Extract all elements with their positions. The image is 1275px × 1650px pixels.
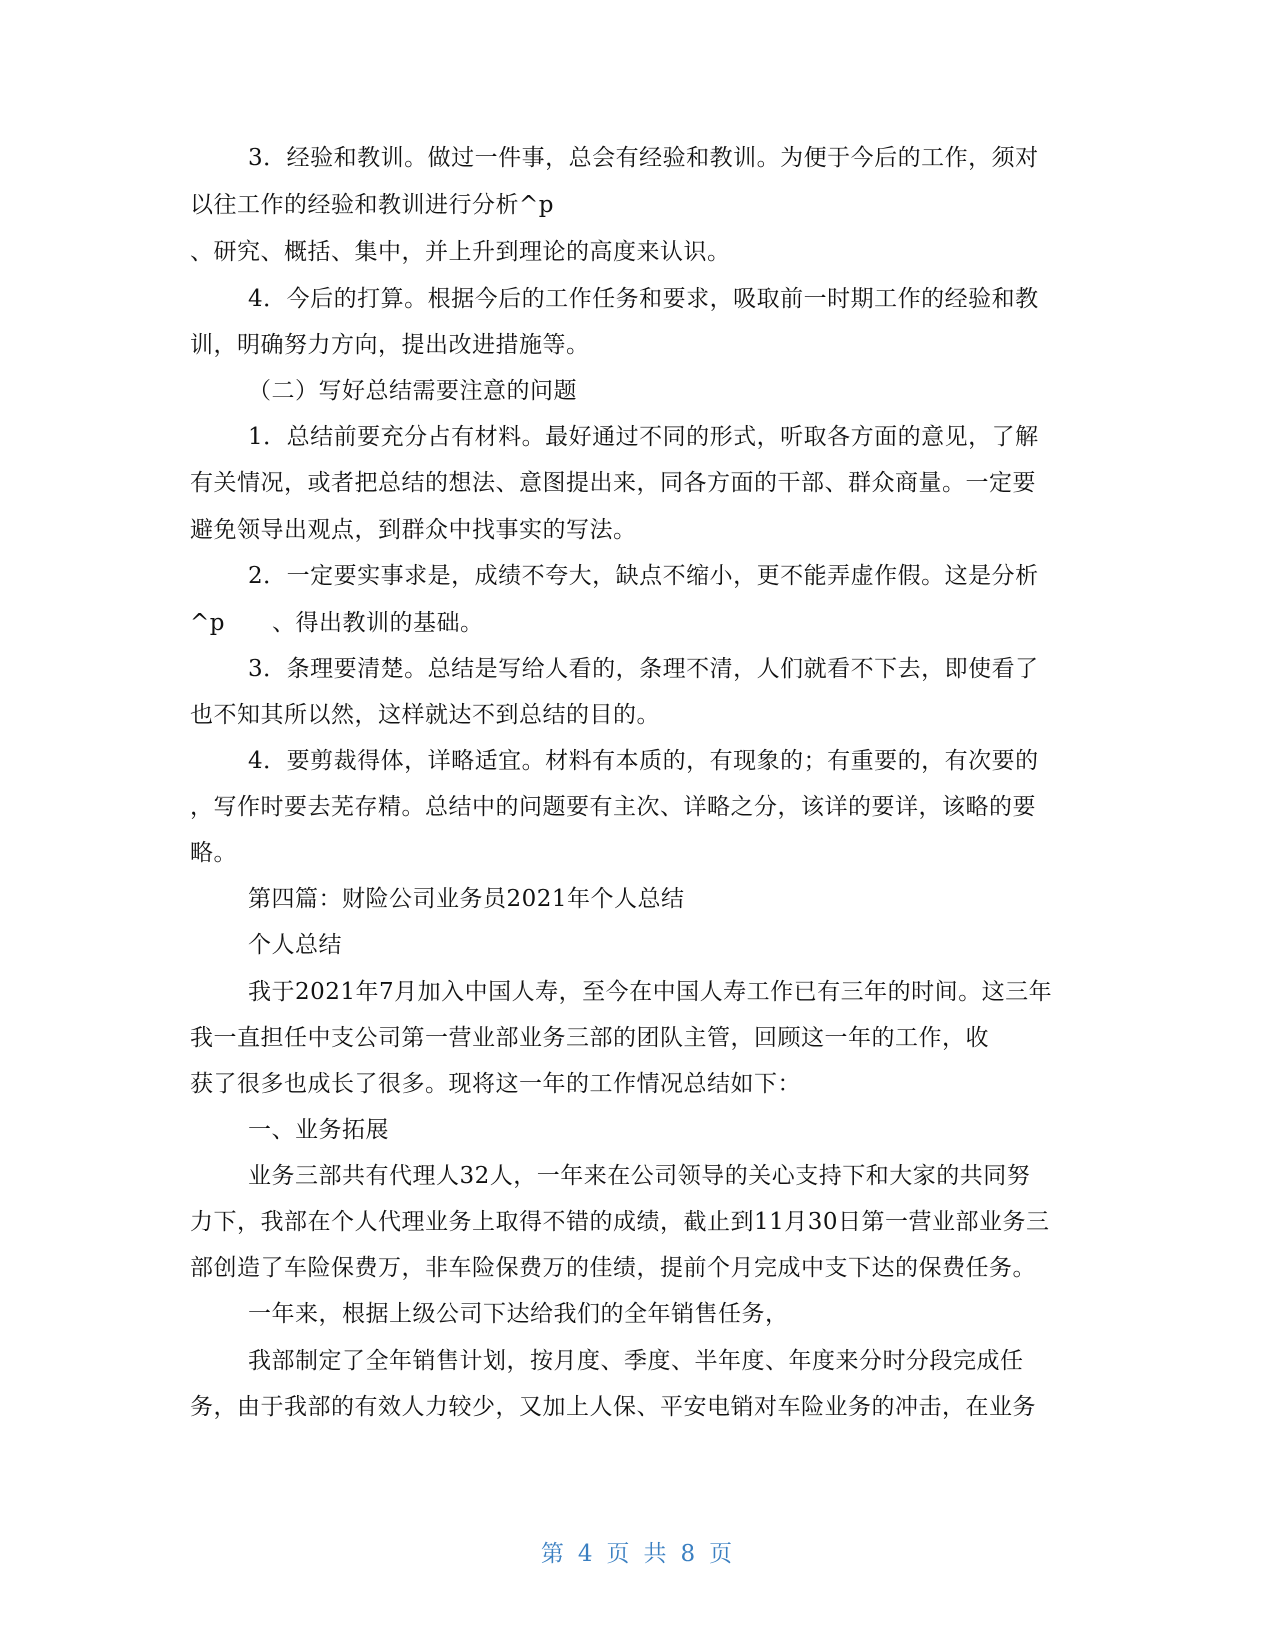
paragraph-line: 有关情况，或者把总结的想法、意图提出来，同各方面的干部、群众商量。一定要 bbox=[190, 470, 1036, 496]
page-footer bbox=[0, 1535, 1275, 1568]
paragraph-line: 4．今后的打算。根据今后的工作任务和要求，吸取前一时期工作的经验和教 bbox=[248, 286, 1039, 312]
chapter-title: 第四篇：财险公司业务员2021年个人总结 bbox=[248, 886, 685, 912]
paragraph-line: 避免领导出观点，到群众中找事实的写法。 bbox=[190, 517, 637, 543]
paragraph-line: 4．要剪裁得体，详略适宜。材料有本质的，有现象的；有重要的，有次要的 bbox=[248, 748, 1039, 774]
paragraph-line: 以往工作的经验和教训进行分析^p bbox=[190, 192, 554, 218]
paragraph-line: 训，明确努力方向，提出改进措施等。 bbox=[190, 332, 590, 358]
paragraph-line: 我部制定了全年销售计划，按月度、季度、半年度、年度来分时分段完成任 bbox=[248, 1348, 1024, 1374]
paragraph-line: ，写作时要去芜存精。总结中的问题要有主次、详略之分，该详的要详，该略的要 bbox=[190, 794, 1036, 820]
footer-di: 第 bbox=[540, 1541, 566, 1567]
paragraph-line: 1．总结前要充分占有材料。最好通过不同的形式，听取各方面的意见，了解 bbox=[248, 424, 1039, 450]
section-heading: 个人总结 bbox=[248, 932, 342, 958]
paragraph-line: 略。 bbox=[190, 840, 237, 866]
paragraph-line: 3．条理要清楚。总结是写给人看的，条理不清，人们就看不下去，即使看了 bbox=[248, 656, 1039, 682]
paragraph-line: 也不知其所以然，这样就达不到总结的目的。 bbox=[190, 702, 660, 728]
paragraph-line: 力下，我部在个人代理业务上取得不错的成绩，截止到11月30日第一营业部业务三 bbox=[190, 1209, 1050, 1235]
section-heading: （二）写好总结需要注意的问题 bbox=[248, 378, 577, 404]
paragraph-line: 业务三部共有代理人32人，一年来在公司领导的关心支持下和大家的共同努 bbox=[248, 1163, 1031, 1189]
paragraph-line: 获了很多也成长了很多。现将这一年的工作情况总结如下： bbox=[190, 1071, 801, 1097]
paragraph-line: 2．一定要实事求是，成绩不夸大，缺点不缩小，更不能弄虚作假。这是分析 bbox=[248, 563, 1039, 589]
paragraph-line: 我一直担任中支公司第一营业部业务三部的团队主管，回顾这一年的工作，收 bbox=[190, 1025, 989, 1051]
footer-page-number: 4 bbox=[577, 1541, 595, 1567]
paragraph-line: 部创造了车险保费万，非车险保费万的佳绩，提前个月完成中支下达的保费任务。 bbox=[190, 1255, 1036, 1281]
paragraph-line: 务，由于我部的有效人力较少，又加上人保、平安电销对车险业务的冲击，在业务 bbox=[190, 1394, 1036, 1420]
paragraph-line: 一年来，根据上级公司下达给我们的全年销售任务， bbox=[248, 1301, 789, 1327]
footer-total-pages: 8 bbox=[680, 1541, 698, 1567]
footer-gong: 共 bbox=[643, 1541, 669, 1567]
paragraph-line: 3．经验和教训。做过一件事，总会有经验和教训。为便于今后的工作，须对 bbox=[248, 145, 1039, 171]
paragraph-line: ^p 、得出教训的基础。 bbox=[190, 610, 484, 636]
section-heading: 一、业务拓展 bbox=[248, 1117, 389, 1143]
footer-ye: 页 bbox=[709, 1541, 735, 1567]
footer-ye: 页 bbox=[606, 1541, 632, 1567]
paragraph-line: 、研究、概括、集中，并上升到理论的高度来认识。 bbox=[190, 239, 731, 265]
paragraph-line: 我于2021年7月加入中国人寿，至今在中国人寿工作已有三年的时间。这三年 bbox=[248, 979, 1053, 1005]
